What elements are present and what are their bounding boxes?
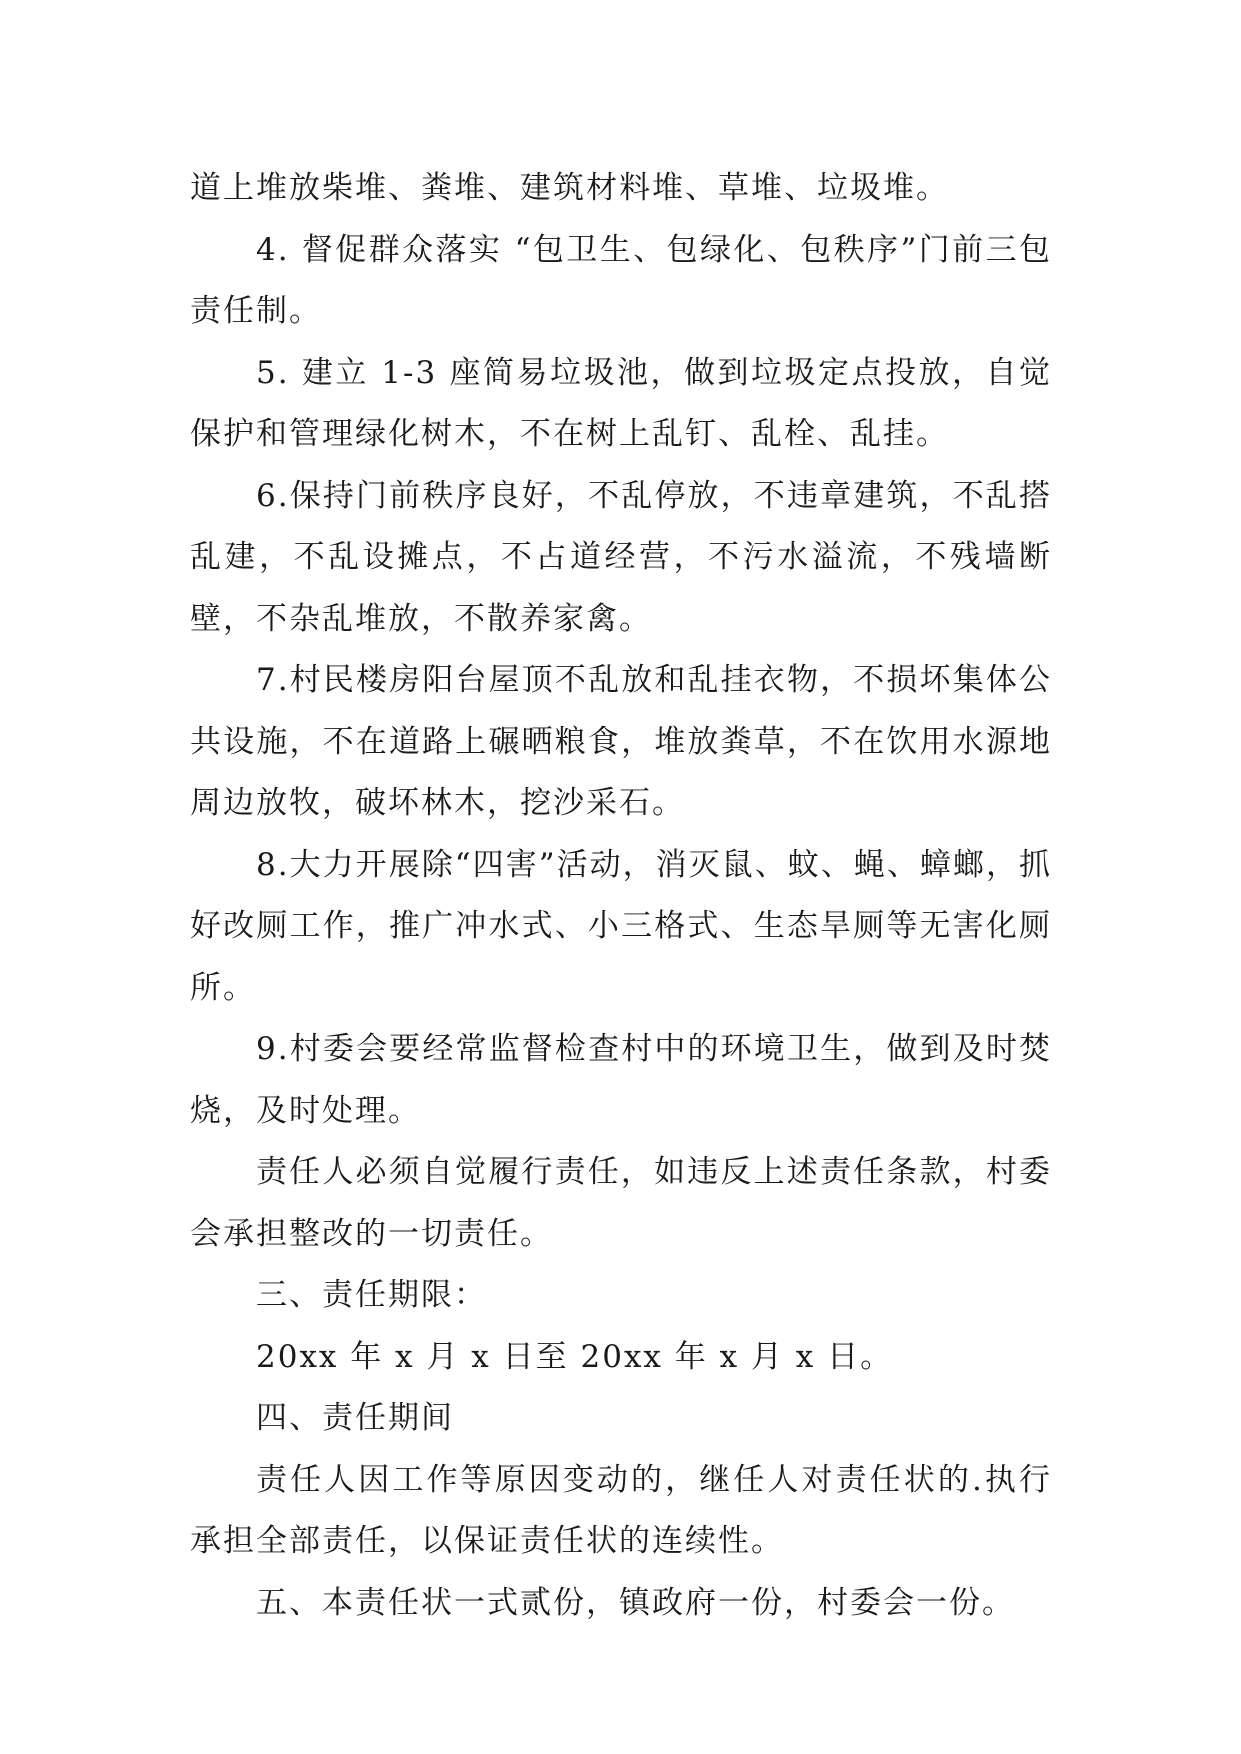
document-body — [190, 158, 1052, 1634]
paragraph-succession: 责任人因工作等原因变动的，继任人对责任状的.执行承担全部责任，以保证责任状的连续性。 — [190, 1461, 1052, 1559]
paragraph-item-8: 8.大力开展除“四害”活动，消灭鼠、蚊、蝇、蟑螂，抓好改厕工作，推广冲水式、小三格式、生态旱厕等无害化厕所。 — [190, 846, 1052, 1006]
paragraph-item-5: 5. 建立 1-3 座简易垃圾池，做到垃圾定点投放，自觉保护和管理绿化树木，不在树上乱钉、乱栓、乱挂。 — [190, 354, 1052, 452]
section-heading-period: 四、责任期间 — [256, 1400, 454, 1436]
paragraph-item-4: 4. 督促群众落实 “包卫生、包绿化、包秩序”门前三包责任制。 — [190, 231, 1052, 329]
paragraph-item-7: 7.村民楼房阳台屋顶不乱放和乱挂衣物，不损坏集体公共设施，不在道路上碾晒粮食，堆放粪草，不在饮用水源地周边放牧，破坏林木，挖沙采石。 — [190, 662, 1052, 821]
paragraph-item-9: 9.村委会要经常监督检查村中的环境卫生，做到及时焚烧，及时处理。 — [190, 1031, 1052, 1129]
paragraph-responsibility: 责任人必须自觉履行责任，如违反上述责任条款，村委会承担整改的一切责任。 — [190, 1154, 1052, 1252]
section-heading-term: 三、责任期限： — [256, 1277, 487, 1313]
section-copies: 五、本责任状一式贰份，镇政府一份，村委会一份。 — [256, 1584, 1015, 1621]
paragraph-term-dates: 20xx 年 x 月 x 日至 20xx 年 x 月 x 日。 — [256, 1338, 894, 1375]
paragraph-item-6: 6.保持门前秩序良好，不乱停放，不违章建筑，不乱搭乱建，不乱设摊点，不占道经营，不污水溢流，不残墙断壁，不杂乱堆放，不散养家禽。 — [190, 477, 1052, 637]
paragraph-continuation: 道上堆放柴堆、粪堆、建筑材料堆、草堆、垃圾堆。 — [190, 170, 949, 206]
